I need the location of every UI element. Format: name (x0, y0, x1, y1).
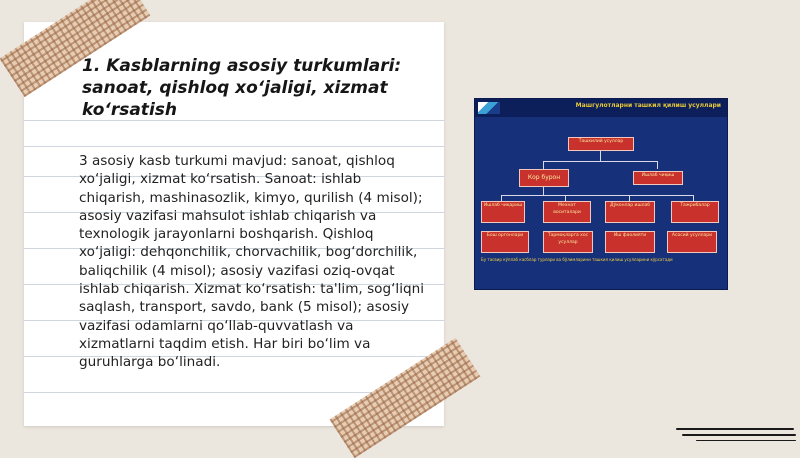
slide-header: Машгулотларни ташкил қилиш усуллари (575, 102, 721, 109)
diagram-node: Дўконлар ишлаб (605, 201, 655, 223)
diagram-root-node: Ташкилий усуллар (568, 137, 634, 151)
slide-image (474, 98, 728, 290)
diagram-node: Иш фаолияти (605, 231, 655, 253)
slide-logo-icon (478, 102, 500, 114)
diagram-node: Бош оргонлари (481, 231, 529, 253)
note-card (24, 22, 444, 426)
decorative-strokes (676, 428, 796, 442)
diagram-node: Ишлаб чиқиш (633, 171, 683, 185)
card-body-text: 3 asosiy kasb turkumi mavjud: sanoat, qishloq xo‘jaligi, xizmat ko‘rsatish. Sanoat: ishlab chiqarish, mashinasozlik, kimyo, qurilish (4 misol); asosiy vazifasi mahsulot ishlab chiqarish va texnologik jarayonlarni boshqarish. Qishloq xo‘jaligi: dehqonchilik, chorvachilik, bog‘dorchilik, baliqchilik (4 misol); asosiy vazifasi oziq-ovqat ishlab chiqarish. Xizmat ko‘rsatish: ta'lim, sog‘liqni saqlash, transport, savdo, bank (5 misol); asosiy vazifasi odamlarni qo‘llab-quvvatlash va xizmatlarni taqdim etish. Har biri bo‘lim va guruhlarga bo‘linadi. (79, 153, 425, 371)
divider-line (24, 146, 444, 147)
diagram-node: Асосий усуллари (667, 231, 717, 253)
slide-footer-text: Бу тасвир кўплаб касблар турлари ва бўлимларини ташкил қилиш усулларини кўрсатади (481, 257, 673, 262)
diagram-node: Тармоқларга хос усуллар (543, 231, 593, 253)
diagram-node: Кор бурон (519, 169, 569, 187)
diagram-node: Ишлаб чиқариш (481, 201, 525, 223)
diagram-node: Мехнат воситалари (543, 201, 591, 223)
slide-header-bar (475, 99, 727, 117)
card-title: 1. Kasblarning asosiy turkumlari: sanoat, qishloq xo‘jaligi, xizmat ko‘rsatish (82, 56, 402, 120)
diagram-node: Тажрибалар (671, 201, 719, 223)
